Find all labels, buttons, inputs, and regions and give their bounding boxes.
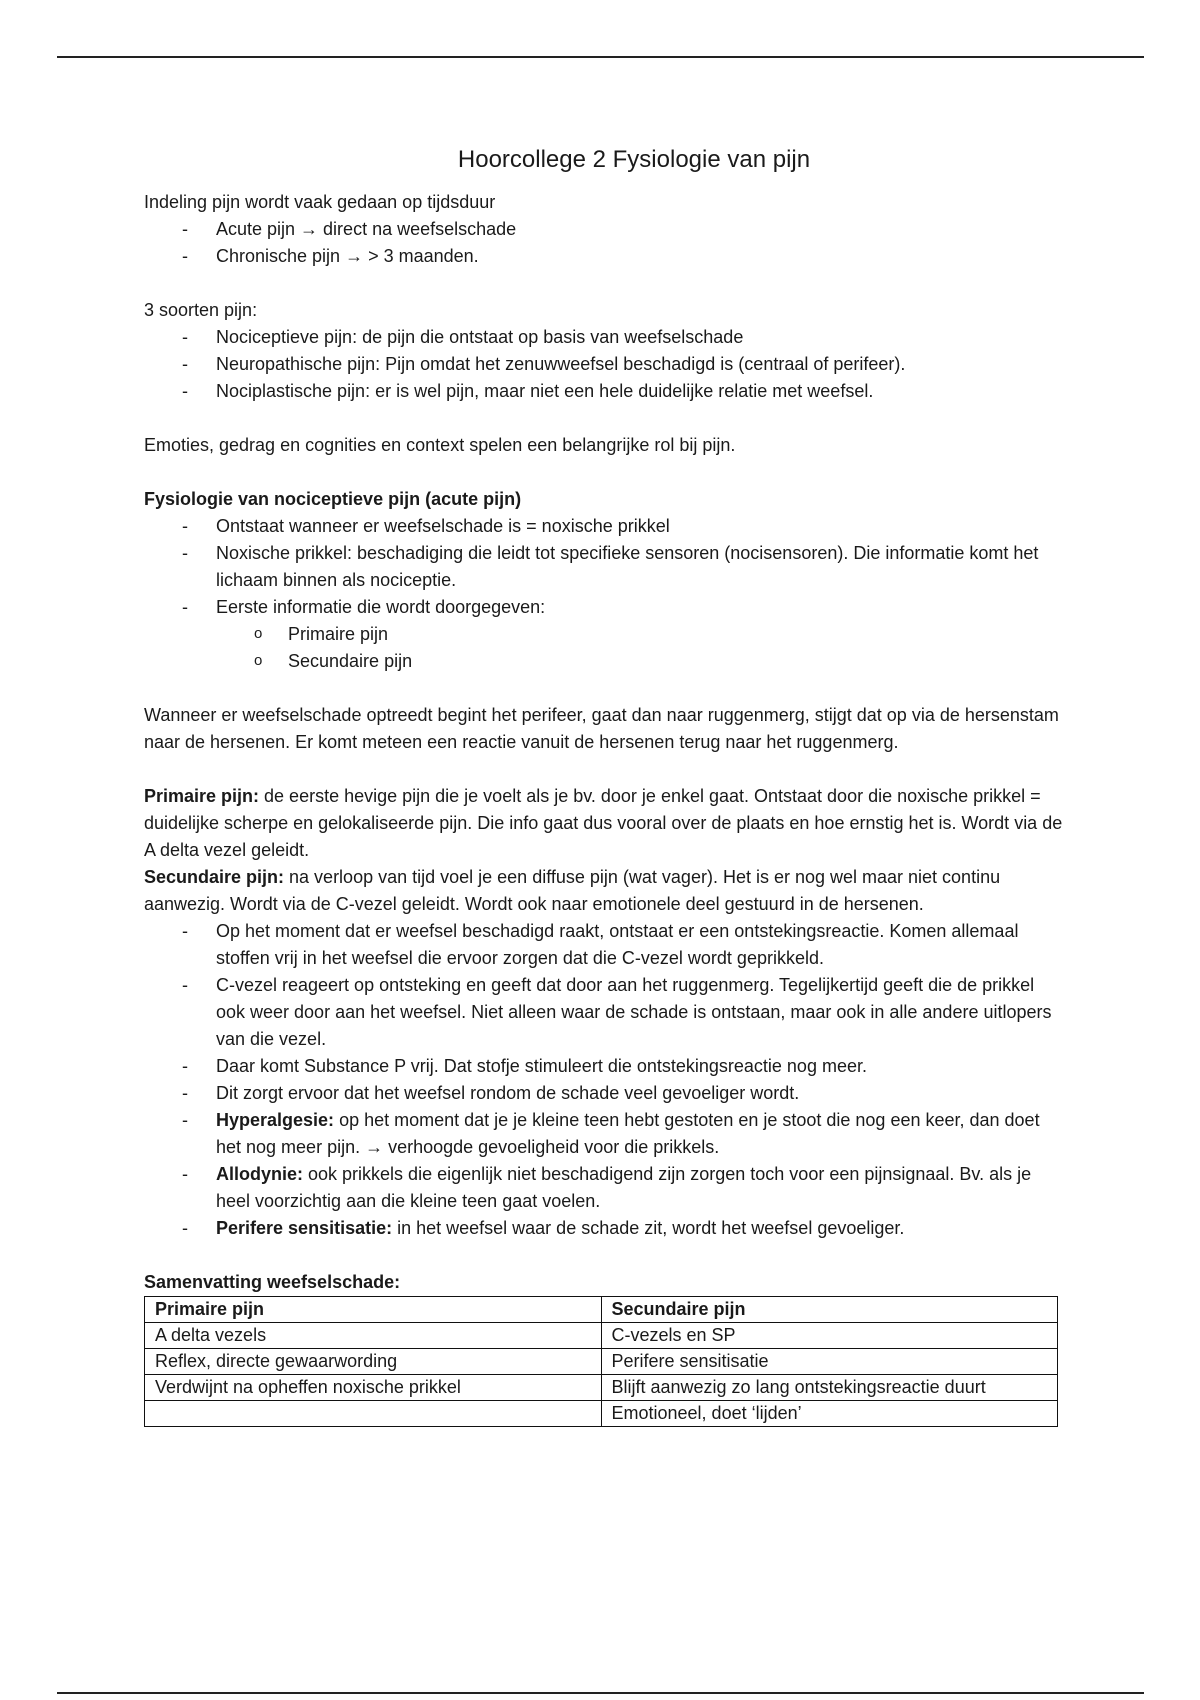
list-item: - Dit zorgt ervoor dat het weefsel rondom de schade veel gevoeliger wordt. xyxy=(144,1080,1064,1107)
secondary-label: Secundaire pijn: xyxy=(144,867,285,887)
pathway-text: Wanneer er weefselschade optreedt begint het perifeer, gaat dan naar ruggenmerg, stijgt dat op via de hersenstam naar de hersenen. Er komt meteen een reactie vanuit de hersenen terug naar het ruggenmerg. xyxy=(144,705,1059,752)
table-cell: Blijft aanwezig zo lang ontstekingsreactie duurt xyxy=(601,1375,1058,1401)
table-cell: Perifere sensitisatie xyxy=(601,1349,1058,1375)
list-item: - Op het moment dat er weefsel beschadigd raakt, ontstaat er een ontstekingsreactie. Komen allemaal stoffen vrij in het weefsel die ervoor zorgen dat die C-vezel wordt geprikkeld. xyxy=(144,918,1064,972)
document-page xyxy=(144,143,1064,1427)
primary-paragraph xyxy=(144,783,1064,864)
column-header: Secundaire pijn xyxy=(601,1297,1058,1323)
list-item: - C-vezel reageert op ontsteking en geeft dat door aan het ruggenmerg. Tegelijkertijd geeft die de prikkel ook weer door aan het weefsel. Niet alleen waar de schade is ontstaan, maar ook in alle andere uitlopers van die vezel. xyxy=(144,972,1064,1053)
table-row xyxy=(145,1401,1058,1427)
table-header-row xyxy=(145,1297,1058,1323)
page-title: Hoorcollege 2 Fysiologie van pijn xyxy=(457,146,811,173)
mechanism-list xyxy=(144,918,1064,1242)
physiology-list xyxy=(144,513,1064,621)
table-cell: Emotioneel, doet ‘lijden’ xyxy=(601,1401,1058,1427)
list-item: - Acute pijn → direct na weefselschade xyxy=(144,216,1064,243)
secondary-paragraph xyxy=(144,864,1064,918)
emotions-text: Emoties, gedrag en cognities en context spelen een belangrijke rol bij pijn. xyxy=(144,435,736,455)
physiology-sublist xyxy=(144,621,1064,675)
primary-text: de eerste hevige pijn die je voelt als je bv. door je enkel gaat. Ontstaat door die noxische prikkel = duidelijke scherpe en gelokaliseerde pijn. Die info gaat dus vooral over de plaats en hoe ernstig het is. Wordt via de A delta vezel geleidt. xyxy=(144,786,1063,860)
physiology-heading: Fysiologie van nociceptieve pijn (acute pijn) xyxy=(144,489,522,509)
footer-rule xyxy=(57,1692,1144,1694)
list-item: - Ontstaat wanneer er weefselschade is = noxische prikkel xyxy=(144,513,1064,540)
list-item: - Chronische pijn → > 3 maanden. xyxy=(144,243,1064,270)
table-cell: C-vezels en SP xyxy=(601,1323,1058,1349)
term-perifere-sensitisatie: Perifere sensitisatie: xyxy=(216,1218,393,1238)
term-hyperalgesie: Hyperalgesie: xyxy=(216,1110,335,1130)
header-rule xyxy=(57,56,1144,58)
table-row xyxy=(145,1349,1058,1375)
intro-text: Indeling pijn wordt vaak gedaan op tijdsduur xyxy=(144,192,496,212)
list-item xyxy=(144,594,1064,621)
list-item-text: Eerste informatie die wordt doorgegeven: xyxy=(216,597,546,617)
intro-list xyxy=(144,216,1064,270)
sub-list-item: o Secundaire pijn xyxy=(216,648,1064,675)
list-item: - Daar komt Substance P vrij. Dat stofje stimuleert die ontstekingsreactie nog meer. xyxy=(144,1053,1064,1080)
list-item: - Nociplastische pijn: er is wel pijn, maar niet een hele duidelijke relatie met weefsel. xyxy=(144,378,1064,405)
table-cell: Reflex, directe gewaarwording xyxy=(145,1349,602,1375)
table-cell: Verdwijnt na opheffen noxische prikkel xyxy=(145,1375,602,1401)
table-cell: A delta vezels xyxy=(145,1323,602,1349)
types-list xyxy=(144,324,1064,405)
list-item: - Noxische prikkel: beschadiging die leidt tot specifieke sensoren (nocisensoren). Die informatie komt het lichaam binnen als nociceptie. xyxy=(144,540,1064,594)
table-row xyxy=(145,1323,1058,1349)
summary-heading: Samenvatting weefselschade: xyxy=(144,1272,401,1292)
list-item: - Nociceptieve pijn: de pijn die ontstaat op basis van weefselschade xyxy=(144,324,1064,351)
secondary-text: na verloop van tijd voel je een diffuse pijn (wat vager). Het is er nog wel maar niet continu aanwezig. Wordt via de C-vezel geleidt. Wordt ook naar emotionele deel gestuurd in de hersenen. xyxy=(144,867,1001,914)
list-item: - Hyperalgesie: op het moment dat je je kleine teen hebt gestoten en je stoot die nog een keer, dan doet het nog meer pijn. → verhoogde gevoeligheid voor die prikkels. xyxy=(144,1107,1064,1161)
term-allodynie: Allodynie: xyxy=(216,1164,304,1184)
table-cell xyxy=(145,1401,602,1427)
list-item: - Neuropathische pijn: Pijn omdat het zenuwweefsel beschadigd is (centraal of perifeer). xyxy=(144,351,1064,378)
primary-label: Primaire pijn: xyxy=(144,786,260,806)
list-item: - Allodynie: ook prikkels die eigenlijk niet beschadigend zijn zorgen toch voor een pijnsignaal. Bv. als je heel voorzichtig aan die kleine teen gaat voelen. xyxy=(144,1161,1064,1215)
sub-list-item: o Primaire pijn xyxy=(216,621,1064,648)
summary-table xyxy=(144,1296,1058,1427)
table-row xyxy=(145,1375,1058,1401)
types-text: 3 soorten pijn: xyxy=(144,300,258,320)
column-header: Primaire pijn xyxy=(145,1297,602,1323)
list-item: - Perifere sensitisatie: in het weefsel waar de schade zit, wordt het weefsel gevoeliger. xyxy=(144,1215,1064,1242)
